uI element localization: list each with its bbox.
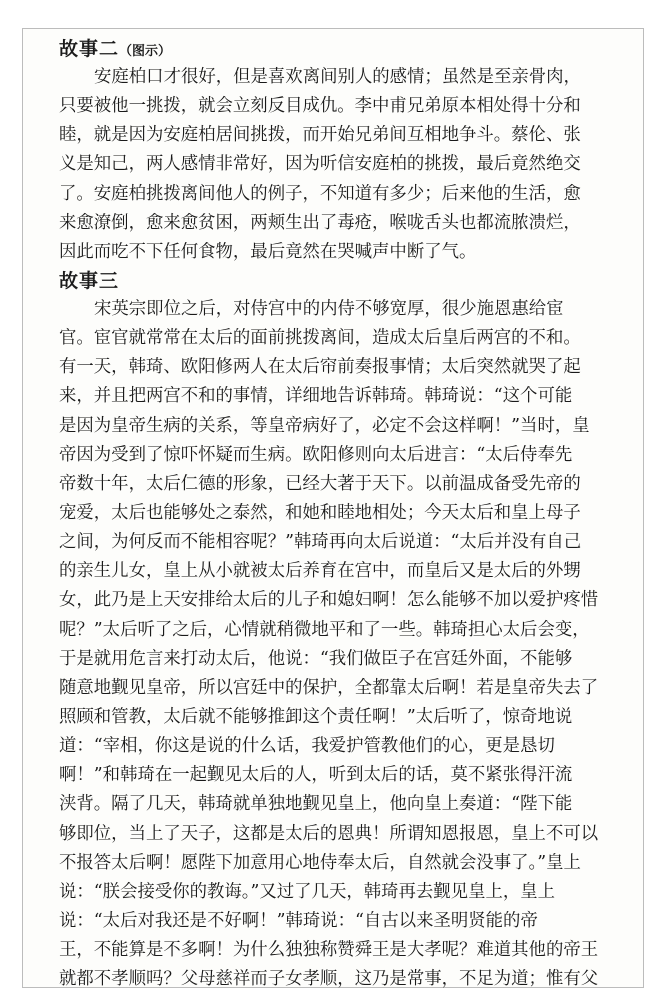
text-line: 宋英宗即位之后，对侍宫中的内侍不够宽厚，很少施恩惠给宦 (94, 298, 564, 319)
book-page (22, 28, 644, 988)
text-line: 道：“宰相，你这是说的什么话，我爱护管教他们的心，更是恳切 (59, 736, 555, 757)
text-line: 因此而吃不下任何食物，最后竟然在哭喊声中断了气。 (59, 241, 477, 262)
story-three-body (59, 295, 639, 994)
text-line: 够即位，当上了天子，这都是太后的恩典！所谓知恩报恩，皇上不可以 (59, 823, 599, 844)
page-content (59, 35, 639, 994)
text-line: 睦，就是因为安庭柏居间挑拨，而开始兄弟间互相地争斗。蔡伦、张 (59, 125, 581, 146)
text-line: 的亲生儿女，皇上从小就被太后养育在宫中，而皇后又是太后的外甥 (59, 561, 581, 582)
text-line: 就都不孝顺吗？父母慈祥而子女孝顺，这乃是常事，不足为道；惟有父 (59, 969, 599, 990)
text-line: 有一天，韩琦、欧阳修两人在太后帘前奏报事情；太后突然就哭了起 (59, 357, 581, 378)
text-line: 只要被他一挑拨，就会立刻反目成仇。李中甫兄弟原本相处得十分和 (59, 96, 581, 117)
story-three-title: 故事三 (59, 269, 120, 292)
text-line: 说：“朕会接受你的教诲。”又过了几天，韩琦再去觐见皇上，皇上 (59, 881, 556, 902)
text-line: 呢？”太后听了之后，心情就稍微地平和了一些。韩琦担心太后会变， (59, 619, 590, 640)
story-two-body (59, 63, 639, 267)
story-three-heading (59, 267, 639, 295)
story-two-title: 故事二 (59, 38, 120, 60)
text-line: 王，不能算是不多啊！为什么独独称赞舜王是大孝呢？难道其他的帝王 (59, 940, 599, 961)
text-line: 于是就用危言来打动太后，他说：“我们做臣子在宫廷外面，不能够 (59, 648, 573, 669)
text-line: 来，并且把两宫不和的事情，详细地告诉韩琦。韩琦说：“这个可能 (59, 386, 573, 407)
text-line: 啊！”和韩琦在一起觐见太后的人，听到太后的话，莫不紧张得汗流 (59, 765, 573, 786)
text-line: 随意地觐见皇帝，所以宫廷中的保护，全都靠太后啊！若是皇帝失去了 (59, 677, 599, 698)
text-line: 之间，为何反而不能相容呢？”韩琦再向太后说道：“太后并没有自己 (59, 532, 582, 553)
text-line: 照顾和管教，太后就不能够推卸这个责任啊！”太后听了，惊奇地说 (59, 706, 573, 727)
text-line: 浃背。隔了几天，韩琦就单独地觐见皇上，他向皇上奏道：“陛下能 (59, 794, 573, 815)
text-line: 说：“太后对我还是不好啊！”韩琦说：“自古以来圣明贤能的帝 (59, 910, 538, 931)
text-line: 女，此乃是上天安排给太后的儿子和媳妇啊！怎么能够不加以爱护疼惜 (59, 590, 599, 611)
text-line: 义是知己，两人感情非常好，因为听信安庭柏的挑拨，最后竟然绝交 (59, 154, 581, 175)
text-line: 安庭柏口才很好，但是喜欢离间别人的感情；虽然是至亲骨肉， (94, 67, 581, 87)
story-two-heading (59, 35, 639, 63)
text-line: 是因为皇帝生病的关系，等皇帝病好了，必定不会这样啊！”当时，皇 (59, 415, 590, 436)
text-line: 宠爱，太后也能够处之泰然，和她和睦地相处；今天太后和皇上母子 (59, 502, 581, 523)
text-line: 帝数十年，太后仁德的形象，已经大著于天下。以前温成备受先帝的 (59, 473, 581, 494)
text-line: 帝因为受到了惊吓怀疑而生病。欧阳修则向太后进言：“太后侍奉先 (59, 444, 573, 465)
story-two-subtitle: （图示） (119, 44, 172, 59)
text-line: 官。宦官就常常在太后的面前挑拨离间，造成太后皇后两宫的不和。 (59, 328, 581, 349)
text-line: 不报答太后啊！愿陛下加意用心地侍奉太后，自然就会没事了。”皇上 (59, 852, 581, 873)
text-line: 来愈潦倒，愈来愈贫困，两颊生出了毒疮，喉咙舌头也都流脓溃烂， (59, 212, 581, 233)
text-line: 了。安庭柏挑拨离间他人的例子，不知道有多少；后来他的生活，愈 (59, 183, 581, 204)
